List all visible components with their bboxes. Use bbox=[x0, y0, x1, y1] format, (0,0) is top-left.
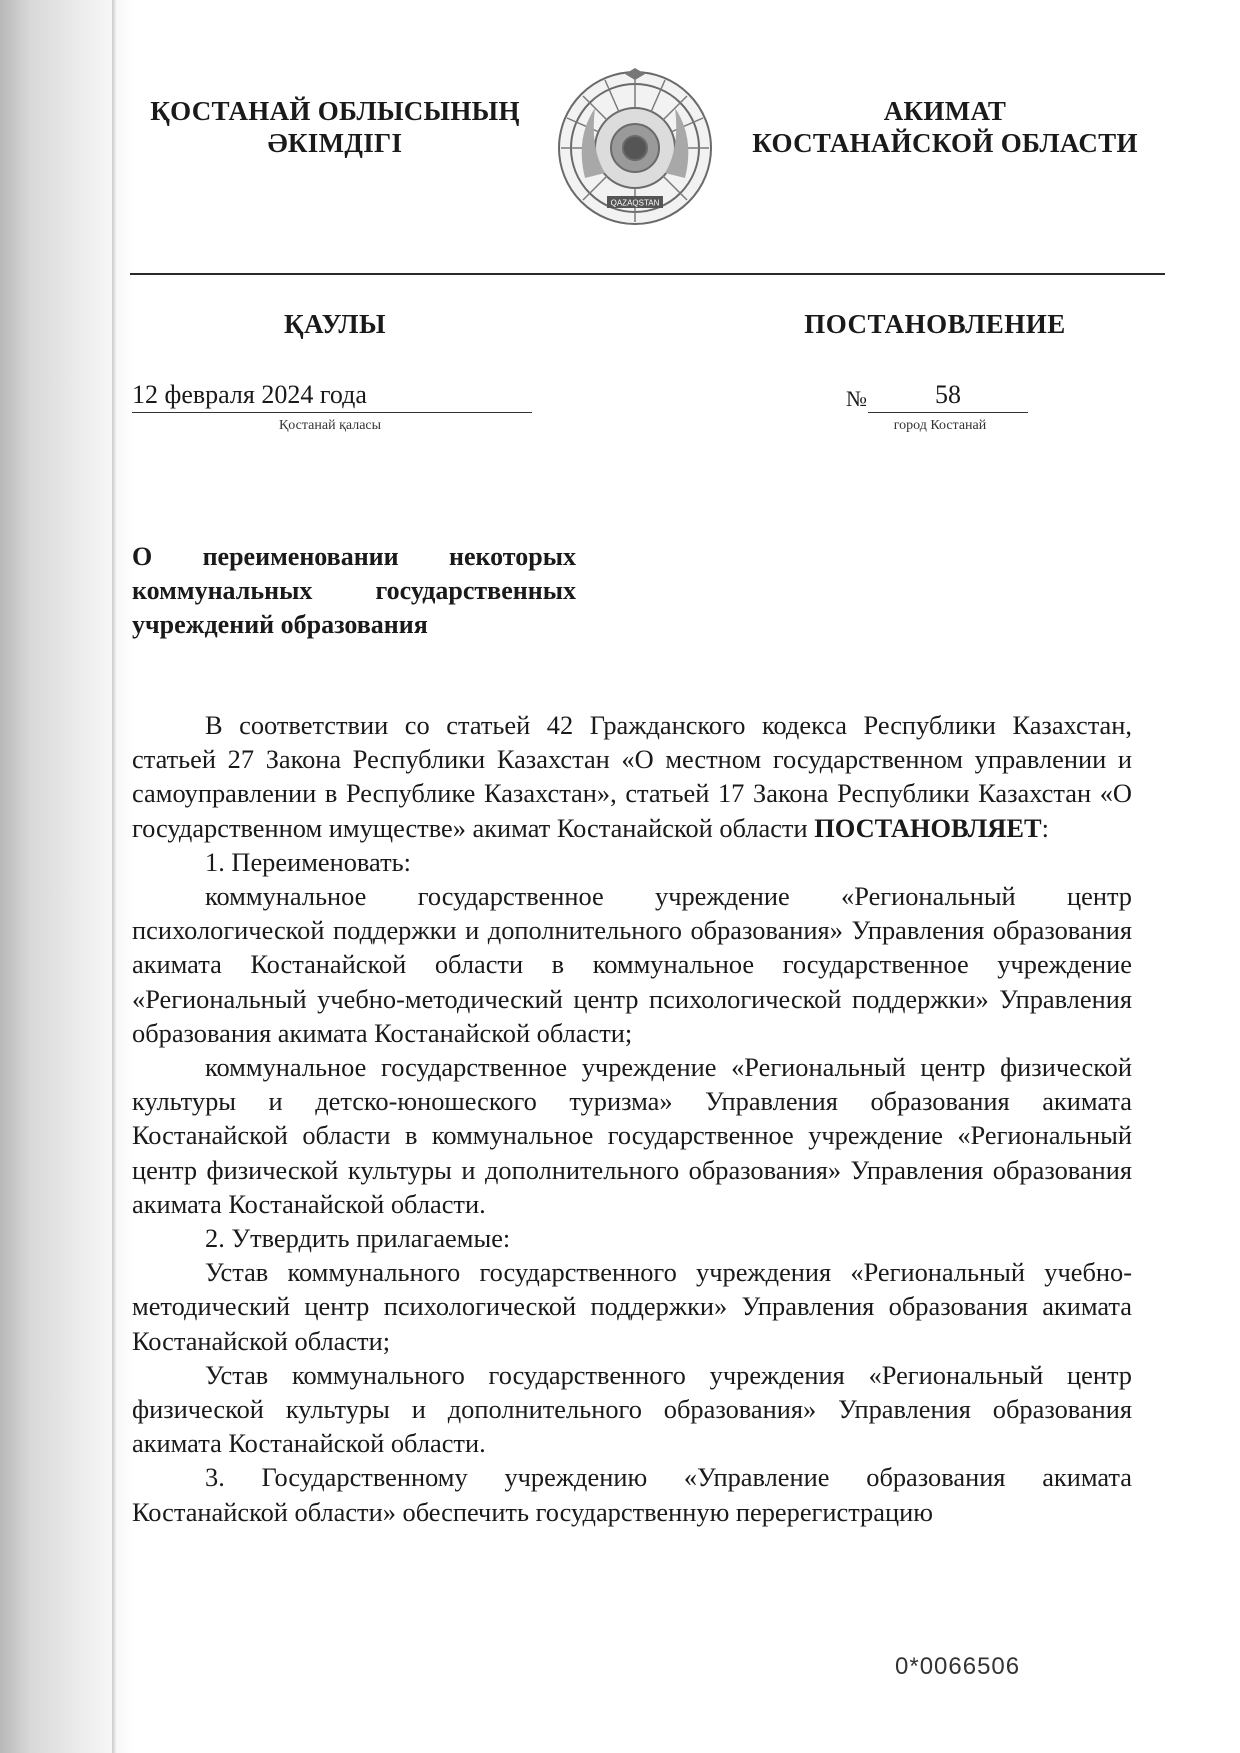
header-kazakh-line2: ӘКІМДІГІ bbox=[267, 128, 403, 158]
decree-word: ПОСТАНОВЛЯЕТ bbox=[814, 812, 1042, 843]
state-emblem-icon bbox=[555, 68, 715, 228]
doc-type-kazakh: ҚАУЛЫ bbox=[283, 309, 387, 339]
city-kazakh: Қостанай қаласы bbox=[278, 418, 382, 433]
header-divider bbox=[130, 273, 1165, 275]
clause-1: 1. Переименовать: bbox=[205, 846, 411, 877]
document-date: 12 февраля 2024 года bbox=[132, 380, 532, 413]
clause-2: 2. Утвердить прилагаемые: bbox=[205, 1223, 511, 1254]
form-serial-number: 0*0066506 bbox=[895, 1653, 1021, 1680]
number-label: № bbox=[846, 386, 867, 411]
header-russian bbox=[735, 95, 1155, 159]
header-russian-line1: АКИМАТ bbox=[883, 96, 1007, 126]
doc-type-russian: ПОСТАНОВЛЕНИЕ bbox=[804, 309, 1066, 339]
clause-1a: коммунальное государственное учреждение «Региональный центр психологической поддержки и дополнительного образования» Управления образования акимата Костанайской области в коммунальное государственное учреждение «Региональный учебно-методический центр психологической поддержки» Управления образования акимата Костанайской области; bbox=[132, 881, 1132, 1048]
clause-3: 3. Государственному учреждению «Управление образования акимата Костанайской области» обеспечить государственную перерегистрацию bbox=[132, 1462, 1132, 1527]
header-russian-line2: КОСТАНАЙСКОЙ ОБЛАСТИ bbox=[752, 128, 1138, 158]
preamble-text: В соответствии со статьей 42 Гражданского кодекса Республики Казахстан, статьей 27 Закона Республики Казахстан «О местном государственном управлении и самоуправлении в Республике Казахстан», статьей 17 Закона Республики Казахстан «О государственном имуществе» акимат Костанайской области bbox=[132, 710, 1132, 843]
clause-2b: Устав коммунального государственного учреждения «Региональный центр физической культуры и дополнительного образования» Управления образования акимата Костанайской области. bbox=[132, 1359, 1132, 1459]
preamble-paragraph bbox=[132, 708, 1132, 845]
emblem-caption: QAZAQSTAN bbox=[610, 198, 660, 208]
clause-1b: коммунальное государственное учреждение «Региональный центр физической культуры и детско-юношеского туризма» Управления образования акимата Костанайской области в коммунальное государственное учреждение «Региональный центр физической культуры и дополнительного образования» Управления образования акимата Костанайской области. bbox=[132, 1052, 1132, 1219]
document-body bbox=[132, 708, 1132, 1529]
city-russian: город Костанай bbox=[893, 418, 987, 433]
document-subject: О переименовании некоторых коммунальных государственных учреждений образования bbox=[132, 542, 576, 639]
clause-2a: Устав коммунального государственного учреждения «Региональный учебно-методический центр психологической поддержки» Управления образования акимата Костанайской области; bbox=[132, 1257, 1132, 1356]
header-kazakh bbox=[130, 95, 540, 159]
header-kazakh-line1: ҚОСТАНАЙ ОБЛЫСЫНЫҢ bbox=[150, 96, 520, 126]
document-number: 58 bbox=[868, 380, 1028, 413]
scan-binding-line bbox=[112, 0, 116, 1753]
decree-colon: : bbox=[1041, 812, 1049, 843]
